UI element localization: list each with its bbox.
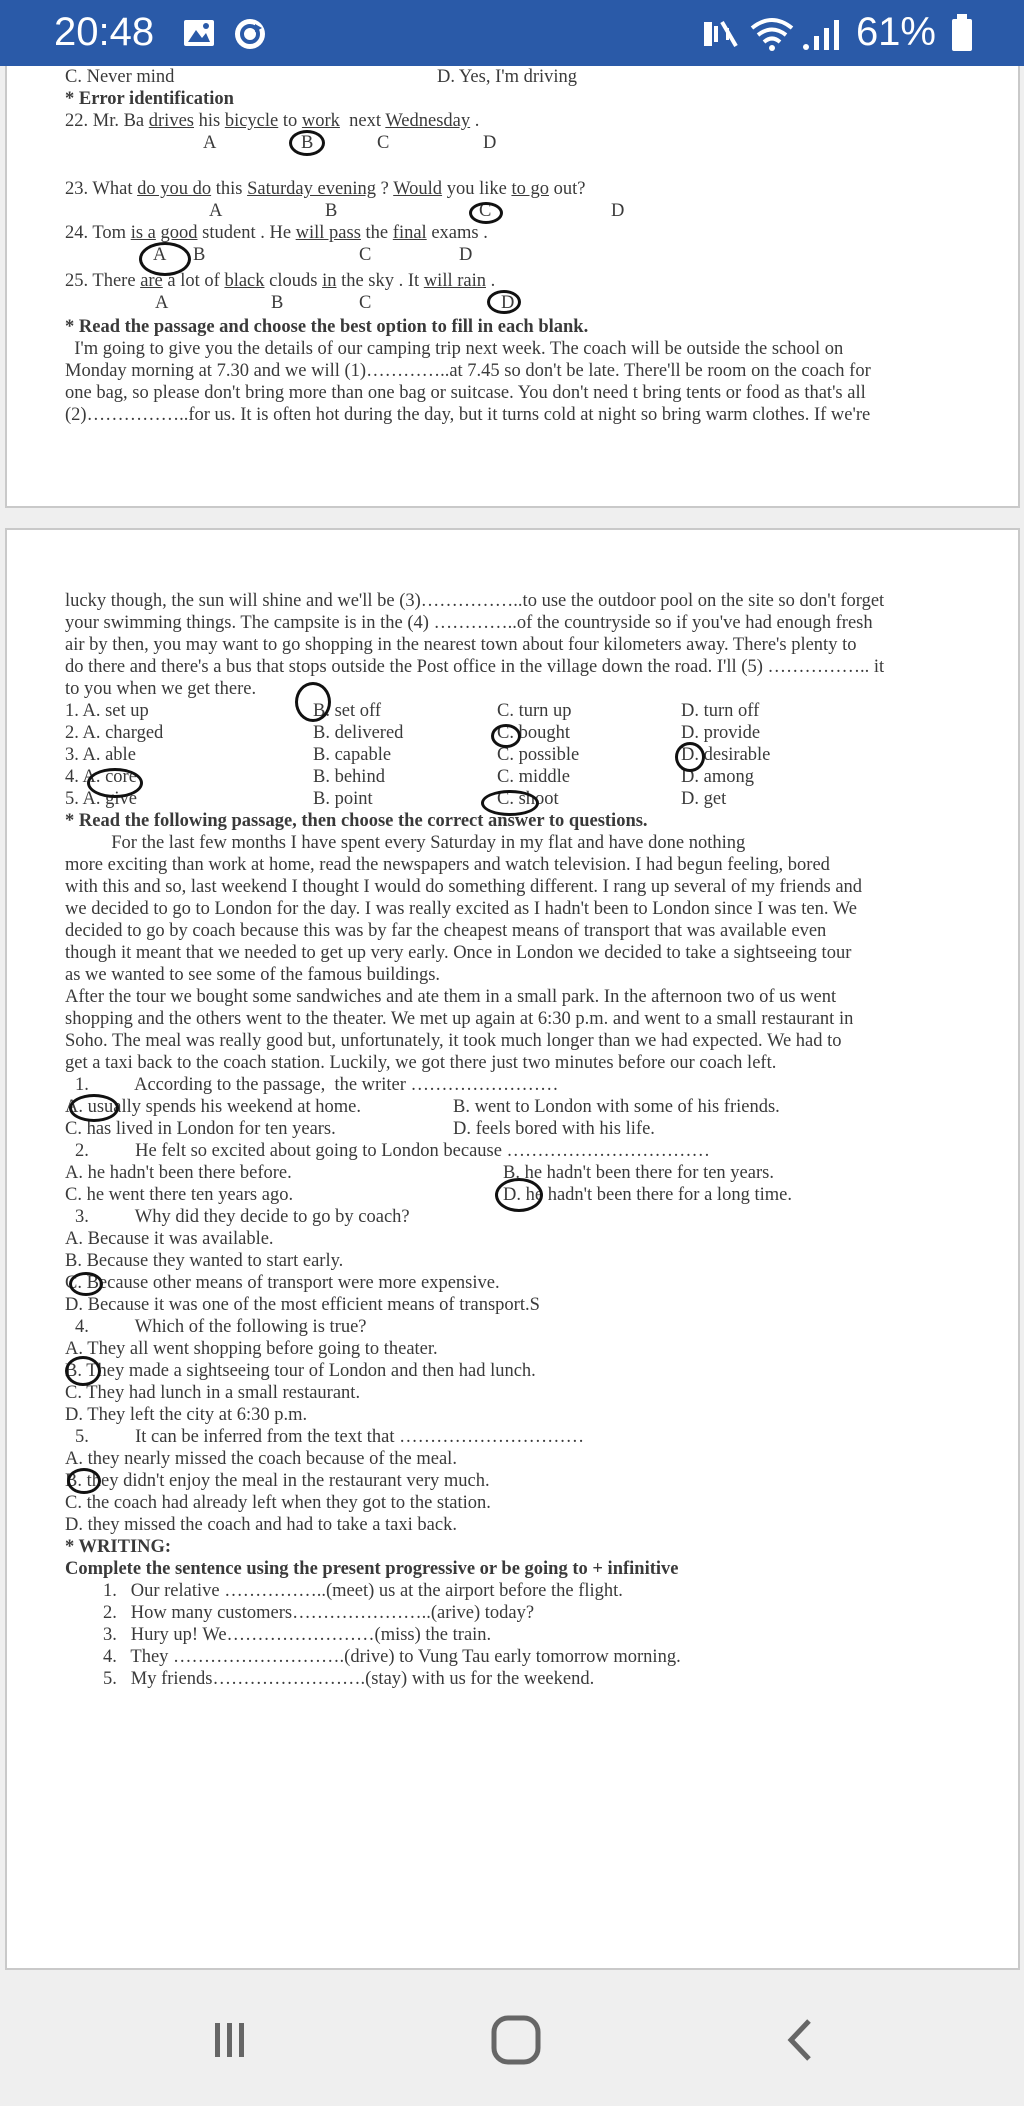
passage-line: your swimming things. The campsite is in the (4) …………..of the countryside so if you've had enough fresh [65, 613, 873, 633]
question-stem: 1. According to the passage, the writer …………………… [75, 1075, 559, 1095]
q22-letter-d: D [483, 133, 497, 153]
question-option: C. Because other means of transport were more expensive. [65, 1273, 500, 1293]
reading-line: with this and so, last weekend I thought I would do something different. I rang up several of my friends and [65, 877, 863, 897]
option-cell: 5. A. give [65, 789, 137, 809]
passage-line: air by then, you may want to go shopping in the nearest town about four kilometers away. There's plenty to [65, 635, 857, 655]
q24-letter-a: A [153, 245, 167, 265]
q22-letter-c: C [377, 133, 390, 153]
reading-line: we decided to go to London for the day. I was really excited as I hadn't been to London since I was ten. We [65, 899, 857, 919]
recent-apps-button[interactable] [190, 2005, 270, 2075]
answer-circle-mark [87, 768, 143, 798]
answer-circle-mark [69, 1094, 119, 1122]
option-cell: 2. A. charged [65, 723, 164, 743]
back-button[interactable] [762, 2005, 842, 2075]
option-cell: D. desirable [681, 745, 771, 765]
q23-letter-c: C [479, 201, 492, 221]
q25-letter-a: A [155, 293, 169, 313]
reading-line: Soho. The meal was really good but, unfortunately, it took much longer than we had expected. We had to [65, 1031, 842, 1051]
question-option: D. They left the city at 6:30 p.m. [65, 1405, 308, 1425]
error-identification-heading: * Error identification [65, 89, 234, 109]
passage-line: I'm going to give you the details of our camping trip next week. The coach will be outside the school on [65, 339, 844, 359]
reading-line: more exciting than work at home, read the newspapers and watch television. I had begun feeling, bored [65, 855, 830, 875]
option-cell: B. capable [313, 745, 392, 765]
clock: 20:48 [54, 10, 155, 54]
option-cell: C. turn up [497, 701, 572, 721]
answer-circle-mark [295, 682, 331, 722]
navigation-bar [0, 1975, 1024, 2106]
question-option: B. they didn't enjoy the meal in the restaurant very much. [65, 1471, 490, 1491]
option-cell: B. behind [313, 767, 385, 787]
answer-circle-mark [491, 724, 521, 748]
q23-letter-a: A [209, 201, 223, 221]
writing-heading: * WRITING: [65, 1537, 172, 1557]
writing-item: 4. They ……………………….(drive) to Vung Tau early tomorrow morning. [103, 1647, 681, 1667]
option-cell: C. bought [497, 723, 570, 743]
question-option: C. he went there ten years ago. [65, 1185, 294, 1205]
option-cell: D. among [681, 767, 754, 787]
question-option: A. they nearly missed the coach because of the meal. [65, 1449, 457, 1469]
reading-line: After the tour we bought some sandwiches and ate them in a small park. In the afternoon two of us went [65, 987, 837, 1007]
option-cell: 1. A. set up [65, 701, 149, 721]
recent-apps-icon [205, 2015, 255, 2065]
option-cell: B. set off [313, 701, 382, 721]
answer-circle-mark [675, 742, 705, 772]
option-cell: C. middle [497, 767, 570, 787]
reading-line: shopping and the others went to the theater. We met up again at 6:30 p.m. and went to a small restaurant in [65, 1009, 854, 1029]
answer-circle-mark [65, 1356, 101, 1386]
writing-item: 2. How many customers…………………..(arive) today? [103, 1603, 535, 1623]
reading-line: though it meant that we needed to get up very early. Once in London we decided to take a sightseeing tour [65, 943, 852, 963]
writing-item: 3. Hury up! We……………………(miss) the train. [103, 1625, 492, 1645]
question-option: D. he hadn't been there for a long time. [503, 1185, 792, 1205]
answer-circle-mark [487, 290, 521, 314]
sync-icon [232, 16, 268, 57]
wifi-icon [748, 16, 796, 57]
reading-line: decided to go by coach because this was by far the cheapest means of transport that was available even [65, 921, 827, 941]
option-cell: D. provide [681, 723, 761, 743]
battery-percent: 61% [855, 10, 936, 54]
option-cell: D. get [681, 789, 727, 809]
q25-letter-b: B [271, 293, 284, 313]
question-24: 24. Tom is a good student . He will pass the final exams . [65, 223, 488, 243]
question-option: C. has lived in London for ten years. [65, 1119, 336, 1139]
answer-circle-mark [495, 1178, 543, 1212]
reading-line: as we wanted to see some of the famous buildings. [65, 965, 441, 985]
home-button[interactable] [476, 2005, 556, 2075]
question-option: C. the coach had already left when they got to the station. [65, 1493, 491, 1513]
image-icon [182, 16, 216, 55]
answer-circle-mark [469, 202, 503, 224]
q23-letter-d: D [611, 201, 625, 221]
question-option: A. Because it was available. [65, 1229, 274, 1249]
question-option: B. he hadn't been there for ten years. [503, 1163, 774, 1183]
q24-letter-c: C [359, 245, 372, 265]
option-cell: B. delivered [313, 723, 404, 743]
q22-letter-b: B [301, 133, 314, 153]
question-option: C. They had lunch in a small restaurant. [65, 1383, 361, 1403]
answer-circle-mark [289, 130, 325, 156]
option-d-yes-driving: D. Yes, I'm driving [437, 67, 578, 87]
question-option: D. feels bored with his life. [453, 1119, 655, 1139]
passage-line: (2)……………..for us. It is often hot during the day, but it turns cold at night so bring warm clothes. If we're [65, 405, 871, 425]
document-page-1[interactable] [5, 66, 1020, 508]
writing-instruction: Complete the sentence using the present progressive or be going to + infinitive [65, 1559, 679, 1579]
passage-line: lucky though, the sun will shine and we'll be (3)……………..to use the outdoor pool on the site so don't forget [65, 591, 885, 611]
passage-line: Monday morning at 7.30 and we will (1)…………..at 7.45 so don't be late. There'll be room on the coach for [65, 361, 871, 381]
mute-icon [700, 16, 740, 57]
back-chevron-icon [777, 2015, 827, 2065]
answer-circle-mark [67, 1468, 101, 1494]
option-cell: D. turn off [681, 701, 760, 721]
passage-line: one bag, so please don't bring more than one bag or suitcase. You don't need t bring tents or food as that's all [65, 383, 866, 403]
question-option: B. Because they wanted to start early. [65, 1251, 344, 1271]
option-cell: C. shoot [497, 789, 559, 809]
home-icon [488, 2012, 544, 2068]
q22-letter-a: A [203, 133, 217, 153]
question-option: B. went to London with some of his friends. [453, 1097, 780, 1117]
reading-line: get a taxi back to the coach station. Luckily, we got there just two minutes before our coach left. [65, 1053, 777, 1073]
question-option: A. usually spends his weekend at home. [65, 1097, 361, 1117]
option-cell: 3. A. able [65, 745, 136, 765]
passage-line: to you when we get there. [65, 679, 257, 699]
writing-item: 1. Our relative ……………..(meet) us at the airport before the flight. [103, 1581, 623, 1601]
question-stem: 5. It can be inferred from the text that ………………………… [75, 1427, 585, 1447]
q23-letter-b: B [325, 201, 338, 221]
question-stem: 3. Why did they decide to go by coach? [75, 1207, 410, 1227]
question-option: B. They made a sightseeing tour of London and then had lunch. [65, 1361, 536, 1381]
option-cell: B. point [313, 789, 373, 809]
signal-icon [802, 16, 844, 57]
question-22: 22. Mr. Ba drives his bicycle to work next Wednesday . [65, 111, 480, 131]
writing-item: 5. My friends…………………….(stay) with us for the weekend. [103, 1669, 595, 1689]
battery-icon [950, 14, 974, 57]
status-bar [0, 0, 1024, 66]
passage-heading: * Read the passage and choose the best option to fill in each blank. [65, 317, 589, 337]
option-cell: 4. A. core [65, 767, 137, 787]
reading-heading: * Read the following passage, then choose the correct answer to questions. [65, 811, 648, 831]
question-option: D. they missed the coach and had to take a taxi back. [65, 1515, 457, 1535]
q25-letter-d: D [501, 293, 515, 313]
question-stem: 4. Which of the following is true? [75, 1317, 367, 1337]
question-23: 23. What do you do this Saturday evening ? Would you like to go out? [65, 179, 586, 199]
question-option: A. They all went shopping before going to theater. [65, 1339, 438, 1359]
reading-line: For the last few months I have spent every Saturday in my flat and have done nothing [65, 833, 746, 853]
answer-circle-mark [69, 1272, 103, 1296]
question-25: 25. There are a lot of black clouds in the sky . It will rain . [65, 271, 496, 291]
option-cell: C. possible [497, 745, 580, 765]
passage-line: do there and there's a bus that stops outside the Post office in the village down the road. I'll (5) …………….. it [65, 657, 885, 677]
document-page-2[interactable] [5, 528, 1020, 1970]
question-option: A. he hadn't been there before. [65, 1163, 292, 1183]
q24-letter-d: D [459, 245, 473, 265]
q25-letter-c: C [359, 293, 372, 313]
question-option: D. Because it was one of the most efficient means of transport.S [65, 1295, 540, 1315]
question-stem: 2. He felt so excited about going to London because …………………………… [75, 1141, 711, 1161]
option-c-never-mind: C. Never mind [65, 67, 175, 87]
q24-letter-b: B [193, 245, 206, 265]
